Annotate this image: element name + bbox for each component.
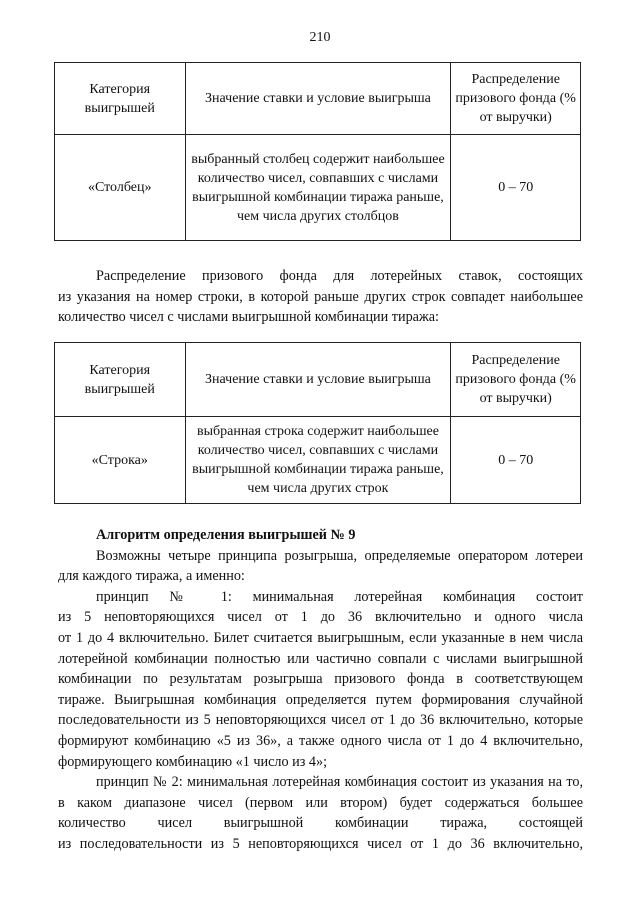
page-number: 210	[309, 30, 331, 45]
text-line: количество чисел с числами выигрышной комбинации тиража:	[58, 309, 440, 326]
table-row	[55, 417, 581, 504]
text-line: Возможны четыре принципа розыгрыша, определяемые оператором лотереи	[96, 547, 583, 564]
text-line: в каком диапазоне чисел (первом или втором) будет содержаться большее	[58, 794, 583, 811]
header-distribution: Распределение призового фонда (% от выручки)	[451, 63, 581, 135]
paragraph-row-distribution	[58, 266, 583, 328]
header-category: Категория выигрышей	[55, 343, 186, 417]
text-line: тираже. Выигрышная комбинация определяется путем формирования случайной	[58, 691, 583, 708]
text-line: принцип № 2: минимальная лотерейная комбинация состоит из указания на то,	[96, 774, 583, 791]
cell-category: «Столбец»	[55, 135, 186, 241]
table-row	[55, 135, 581, 241]
prize-table-row	[54, 342, 581, 504]
header-category: Категория выигрышей	[55, 63, 186, 135]
text-line: лотерейной комбинации полностью или частично совпали с числами выигрышной	[58, 650, 583, 667]
cell-category: «Строка»	[55, 417, 186, 504]
text-line: количество чисел выигрышной комбинации тиража, состоящей	[58, 815, 583, 832]
text-line: Распределение призового фонда для лотерейных ставок, состоящих	[96, 268, 583, 284]
text-line: принцип № 1: минимальная лотерейная комбинация состоит	[96, 588, 583, 605]
algorithm-section	[58, 525, 583, 855]
text-line: комбинации по результатам розыгрыша призового фонда в соответствующем	[58, 671, 583, 688]
cell-condition: выбранная строка содержит наибольшее количество чисел, совпавших с числами выигрышной комбинации тиража раньше, чем числа других строк	[185, 417, 451, 504]
text-line: из 5 неповторяющихся чисел от 1 до 36 включительно и одного числа	[58, 609, 583, 626]
text-line: из указания на номер строки, в которой раньше других строк совпадет наибольшее	[58, 288, 583, 305]
text-line: из последовательности из 5 неповторяющихся чисел от 1 до 36 включительно,	[58, 835, 583, 852]
text-line: формируют комбинацию «5 из 36», а также одного числа от 1 до 4 включительно,	[58, 732, 583, 749]
table-header-row	[55, 63, 581, 135]
text-line: последовательности из 5 неповторяющихся чисел от 1 до 36 включительно, которые	[58, 712, 583, 729]
text-line: от 1 до 4 включительно. Билет считается выигрышным, если указанные в нем числа	[58, 629, 583, 646]
cell-condition: выбранный столбец содержит наибольшее количество чисел, совпавших с числами выигрышной комбинации тиража раньше, чем числа других столбцов	[185, 135, 451, 241]
header-condition: Значение ставки и условие выигрыша	[185, 63, 451, 135]
header-condition: Значение ставки и условие выигрыша	[185, 343, 451, 417]
algorithm-heading: Алгоритм определения выигрышей № 9	[96, 527, 356, 543]
header-distribution: Распределение призового фонда (% от выручки)	[451, 343, 581, 417]
prize-table-column	[54, 62, 581, 241]
table-header-row	[55, 343, 581, 417]
text-line: для каждого тиража, а именно:	[58, 568, 245, 585]
text-line: формирующего комбинацию «1 число из 4»;	[58, 753, 328, 770]
cell-distribution: 0 – 70	[451, 417, 581, 504]
cell-distribution: 0 – 70	[451, 135, 581, 241]
